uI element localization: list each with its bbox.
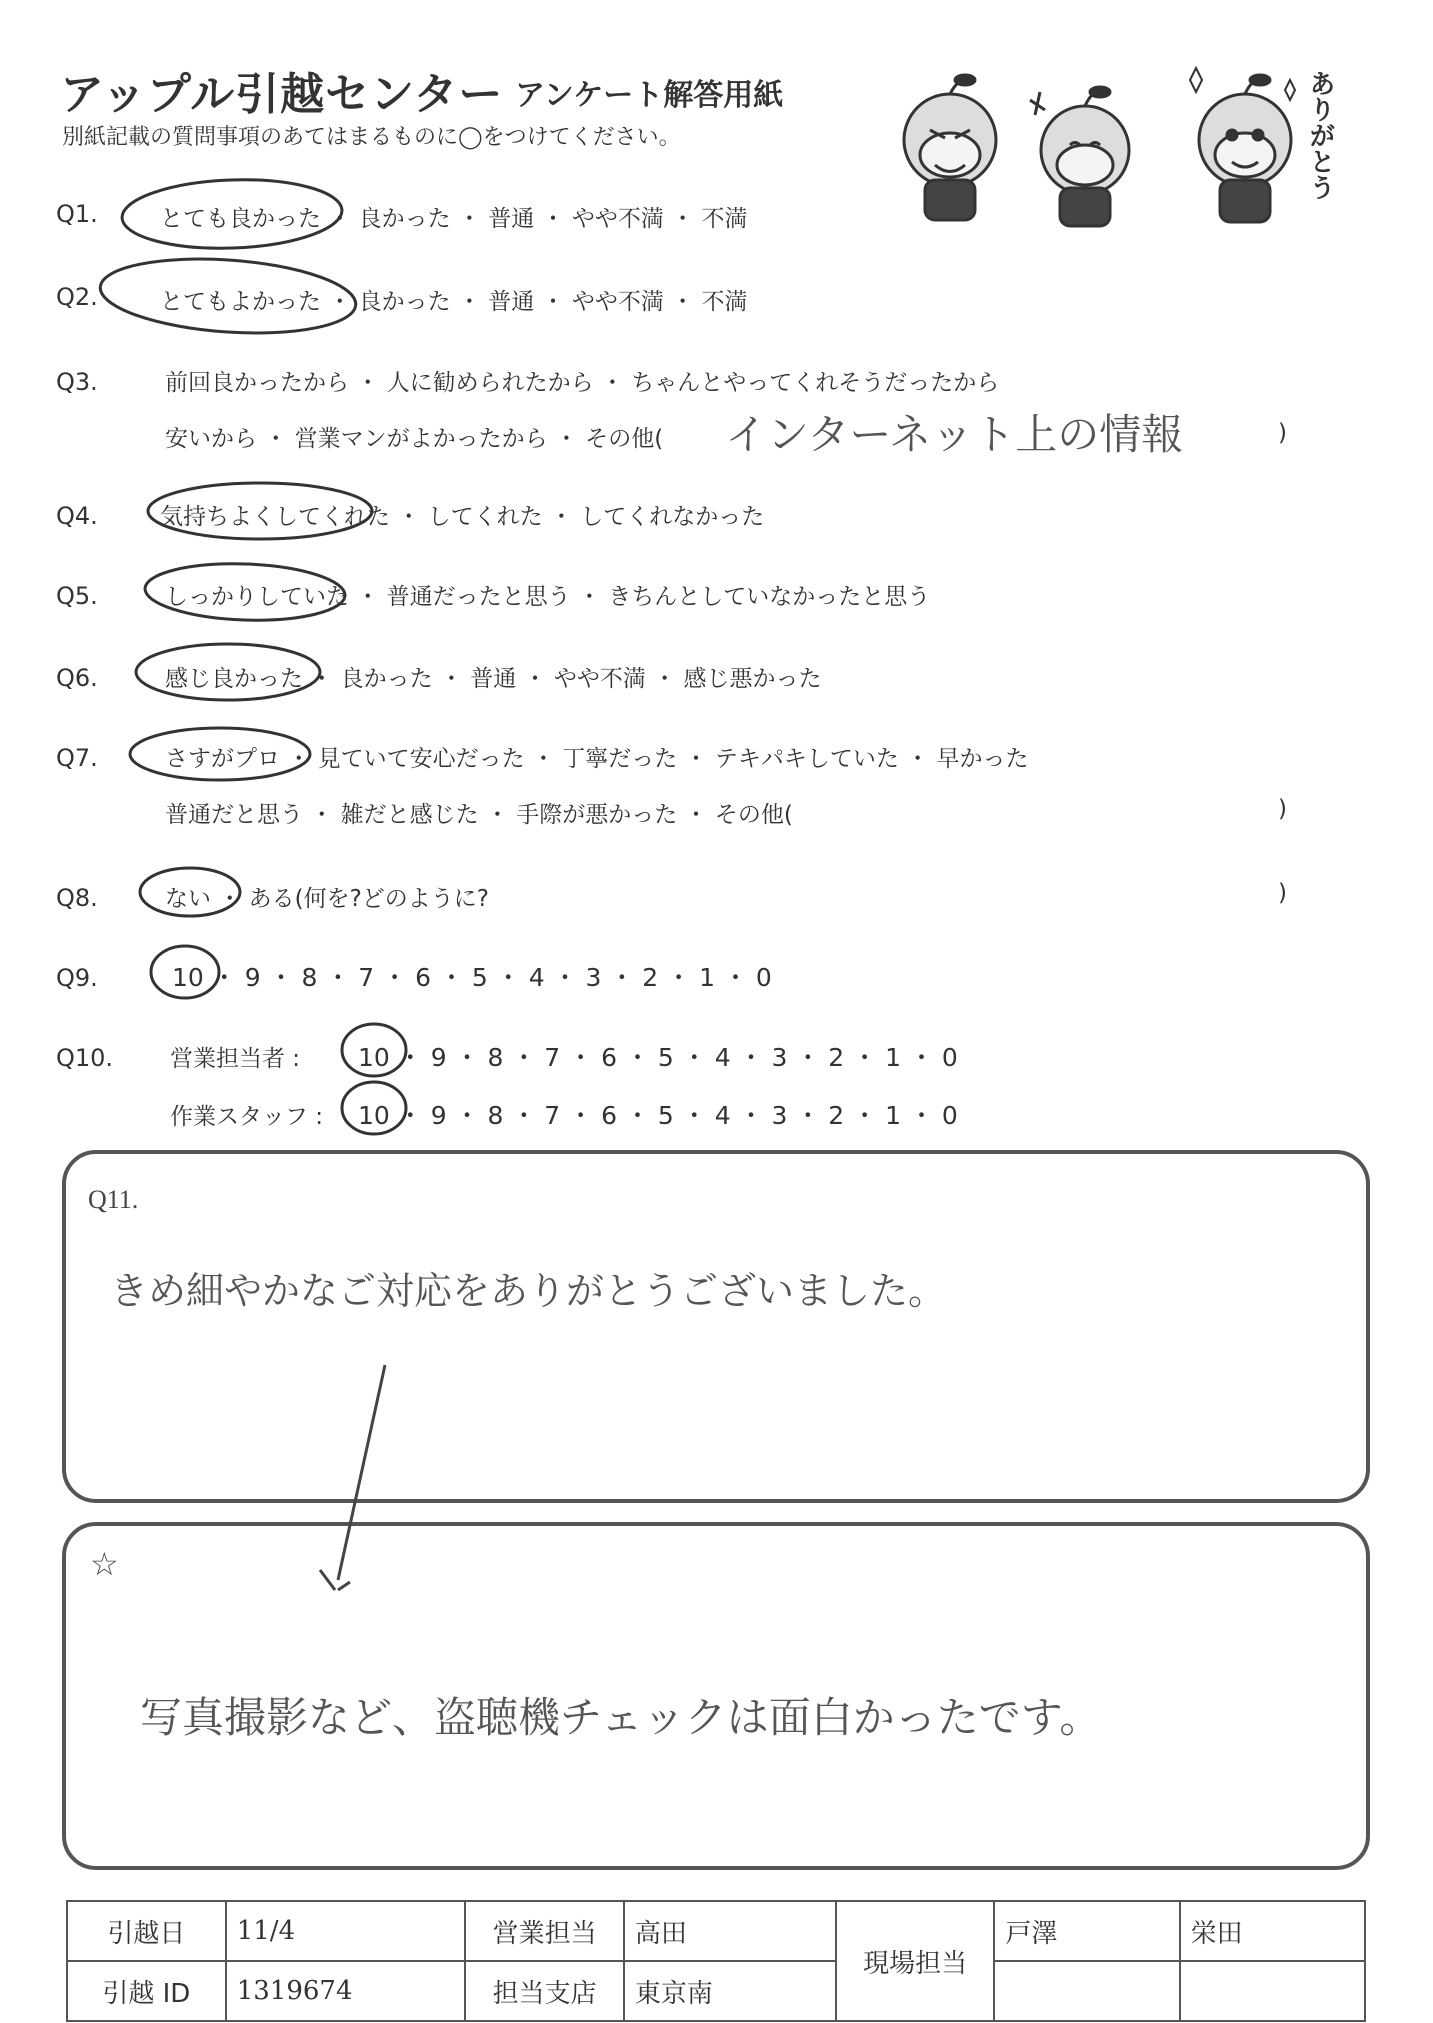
- q7-number: Q7.: [56, 744, 98, 772]
- form-subtitle: アンケート解答用紙: [515, 78, 784, 113]
- q4-number: Q4.: [56, 502, 98, 530]
- q8-number: Q8.: [56, 884, 98, 912]
- field-rep-value-1: 戸澤: [994, 1901, 1179, 1961]
- q7-close-paren: ): [1278, 796, 1287, 822]
- move-id-value: 1319674: [226, 1961, 466, 2021]
- q7-options-line1: さすがプロ ・ 見ていて安心だった ・ 丁寧だった ・ テキパキしていた ・ 早かった: [165, 746, 1029, 772]
- q7-options-line2: 普通だと思う ・ 雑だと感じた ・ 手際が悪かった ・ その他(: [165, 802, 793, 828]
- q3-close-paren: ): [1278, 420, 1287, 446]
- q4-options: 気持ちよくしてくれた ・ してくれた ・ してくれなかった: [160, 504, 765, 530]
- q5-options: しっかりしていた ・ 普通だったと思う ・ きちんとしていなかったと思う: [165, 584, 931, 610]
- q3-handwritten-other: インターネット上の情報: [725, 410, 1184, 459]
- q1-options: とても良かった ・ 良かった ・ 普通 ・ やや不満 ・ 不満: [160, 206, 748, 232]
- q9-number: Q9.: [56, 964, 98, 992]
- mascot-thanks-text: ありがとう: [1305, 70, 1335, 200]
- q10-sales-label: 営業担当者 :: [170, 1046, 301, 1072]
- q11-handwritten-comment: きめ細やかなご対応をありがとうございました。: [110, 1269, 947, 1313]
- branch-value: 東京南: [624, 1961, 836, 2021]
- q9-scale: 10 ・ 9 ・ 8 ・ 7 ・ 6 ・ 5 ・ 4 ・ 3 ・ 2 ・ 1 ・ 0: [172, 963, 772, 992]
- star-handwritten-comment: 写真撮影など、盗聴機チェックは面白かったです。: [140, 1693, 1102, 1742]
- field-rep-value-2: 栄田: [1180, 1901, 1365, 1961]
- q8-options: ない ・ ある(何を?どのように?: [165, 886, 490, 912]
- q2-options: とてもよかった ・ 良かった ・ 普通 ・ やや不満 ・ 不満: [160, 289, 748, 315]
- move-date-label: 引越日: [67, 1901, 226, 1961]
- star-label: ☆: [90, 1546, 119, 1582]
- q3-number: Q3.: [56, 368, 98, 396]
- sales-rep-label: 営業担当: [465, 1901, 624, 1961]
- move-id-label: 引越 ID: [67, 1961, 226, 2021]
- q6-number: Q6.: [56, 664, 98, 692]
- branch-label: 担当支店: [465, 1961, 624, 2021]
- q1-number: Q1.: [56, 200, 98, 228]
- q10-sales-scale: 10 ・ 9 ・ 8 ・ 7 ・ 6 ・ 5 ・ 4 ・ 3 ・ 2 ・ 1 ・ 0: [358, 1043, 958, 1072]
- footer-info-table: [66, 1900, 1366, 2022]
- field-rep-label: 現場担当: [836, 1901, 995, 2021]
- q6-options: 感じ良かった ・ 良かった ・ 普通 ・ やや不満 ・ 感じ悪かった: [165, 666, 822, 692]
- q10-number: Q10.: [56, 1044, 114, 1072]
- q3-options-line2: 安いから ・ 営業マンがよかったから ・ その他(: [165, 426, 664, 452]
- q10-staff-label: 作業スタッフ :: [170, 1104, 324, 1130]
- q8-close-paren: ): [1278, 880, 1287, 906]
- form-instruction: 別紙記載の質問事項のあてはまるものに◯をつけてください。: [62, 125, 681, 150]
- company-title: アップル引越センター: [60, 69, 504, 120]
- q10-staff-scale: 10 ・ 9 ・ 8 ・ 7 ・ 6 ・ 5 ・ 4 ・ 3 ・ 2 ・ 1 ・ 0: [358, 1101, 958, 1130]
- q3-options-line1: 前回良かったから ・ 人に勧められたから ・ ちゃんとやってくれそうだったから: [165, 370, 1000, 396]
- move-date-value: 11/4: [226, 1901, 466, 1961]
- q11-label: Q11.: [88, 1185, 139, 1214]
- sales-rep-value: 高田: [624, 1901, 836, 1961]
- field-rep-empty-1: [994, 1961, 1179, 2021]
- q2-number: Q2.: [56, 283, 98, 311]
- q5-number: Q5.: [56, 582, 98, 610]
- field-rep-empty-2: [1180, 1961, 1365, 2021]
